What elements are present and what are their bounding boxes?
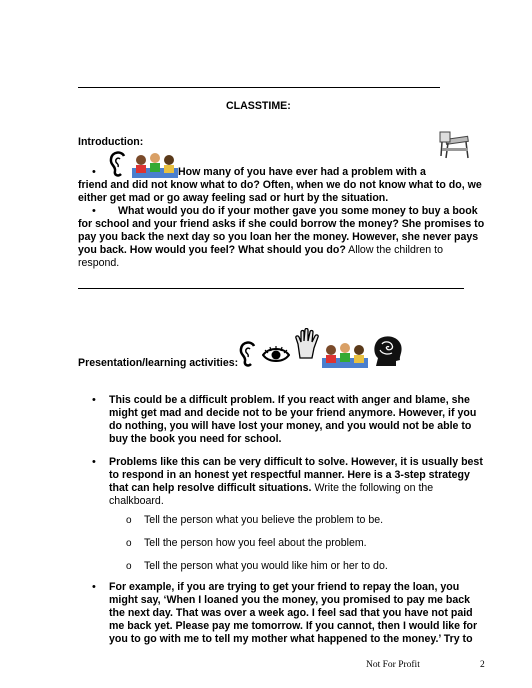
presentation-p1-line2: might get mad and decide not to be your friend anymore. However, if you xyxy=(109,407,477,419)
children-group-icon xyxy=(132,150,178,178)
classtime-label: CLASSTIME: xyxy=(226,100,291,112)
school-desk-icon xyxy=(438,130,474,160)
presentation-p2-line3-regular: Write the following on the xyxy=(311,482,434,494)
middle-divider xyxy=(78,288,464,289)
intro-bullet2-line1: What would you do if your mother gave you some money to buy a book xyxy=(118,205,478,217)
introduction-heading: Introduction: xyxy=(78,136,144,148)
bullet-dot: • xyxy=(92,394,96,406)
intro-bullet2-line4-bold: you back. How would you feel? What should you do? xyxy=(78,244,346,256)
circle-bullet: o xyxy=(126,538,132,549)
presentation-p1-line1: This could be a difficult problem. If you react with anger and blame, she xyxy=(109,394,470,406)
intro-bullet2-line3: pay you back the next day so you loan her the money. However, she never pays xyxy=(78,231,479,243)
presentation-p2-line2: to respond in an honest yet respectful manner. Here is a 3-step strategy xyxy=(109,469,470,481)
footer-not-for-profit: Not For Profit xyxy=(366,660,420,670)
presentation-p3-line1: For example, if you are trying to get your friend to repay the loan, you xyxy=(109,581,460,593)
presentation-heading: Presentation/learning activities: xyxy=(78,357,239,369)
bullet-dot: • xyxy=(92,205,96,217)
presentation-p3-line3: the next day. That was over a week ago. I feel sad that you have not paid xyxy=(109,607,473,619)
intro-bullet2-line4 xyxy=(78,244,443,257)
step-item: Tell the person how you feel about the problem. xyxy=(144,537,367,549)
intro-bullet1-line3: either get mad or go away feeling sad or hurt by the situation. xyxy=(78,192,389,204)
presentation-p3-line4: me back yet. Please pay me tomorrow. If you cannot, then I would like for xyxy=(109,620,478,632)
children-group-icon xyxy=(322,340,368,368)
ear-icon xyxy=(108,150,130,178)
intro-bullet2-line5: respond. xyxy=(78,257,120,269)
bullet-dot: • xyxy=(92,456,96,468)
presentation-p1-line4: buy the book you need for school. xyxy=(109,433,282,445)
step-item: Tell the person what you would like him or her to do. xyxy=(144,560,388,572)
circle-bullet: o xyxy=(126,515,132,526)
presentation-p1-line3: do nothing, you will have lost your money, and you would not be able to xyxy=(109,420,472,432)
circle-bullet: o xyxy=(126,561,132,572)
presentation-p2-line1: Problems like this can be very difficult to solve. However, it is usually best xyxy=(109,456,483,468)
ear-icon xyxy=(238,340,260,368)
eye-icon xyxy=(262,346,290,364)
intro-bullet1-line2: friend and did not know what to do? Often, when we do not know what to do, we xyxy=(78,179,482,191)
presentation-p3-line5: you to go with me to tell my mother what happened to the money.’ Try to xyxy=(109,633,473,645)
step-item: Tell the person what you believe the problem to be. xyxy=(144,514,384,526)
presentation-p2-line4: chalkboard. xyxy=(109,495,164,507)
intro-bullet1-line1: How many of you have ever had a problem with a xyxy=(178,166,426,178)
intro-bullet2-line2: for school and your friend asks if she could borrow the money? She promises to xyxy=(78,218,485,230)
presentation-p2-line3 xyxy=(109,482,433,495)
head-thinking-icon xyxy=(370,334,404,368)
presentation-p3-line2: might say, ‘When I loaned you the money, you promised to pay me back xyxy=(109,594,471,606)
bullet-dot: • xyxy=(92,166,96,178)
footer-page-number: 2 xyxy=(480,660,485,670)
intro-bullet2-line4-regular: Allow the children to xyxy=(345,244,443,256)
hand-icon xyxy=(294,328,320,360)
top-divider xyxy=(78,87,440,88)
presentation-p2-line3-bold: that can help resolve difficult situations. xyxy=(109,482,312,494)
bullet-dot: • xyxy=(92,581,96,593)
